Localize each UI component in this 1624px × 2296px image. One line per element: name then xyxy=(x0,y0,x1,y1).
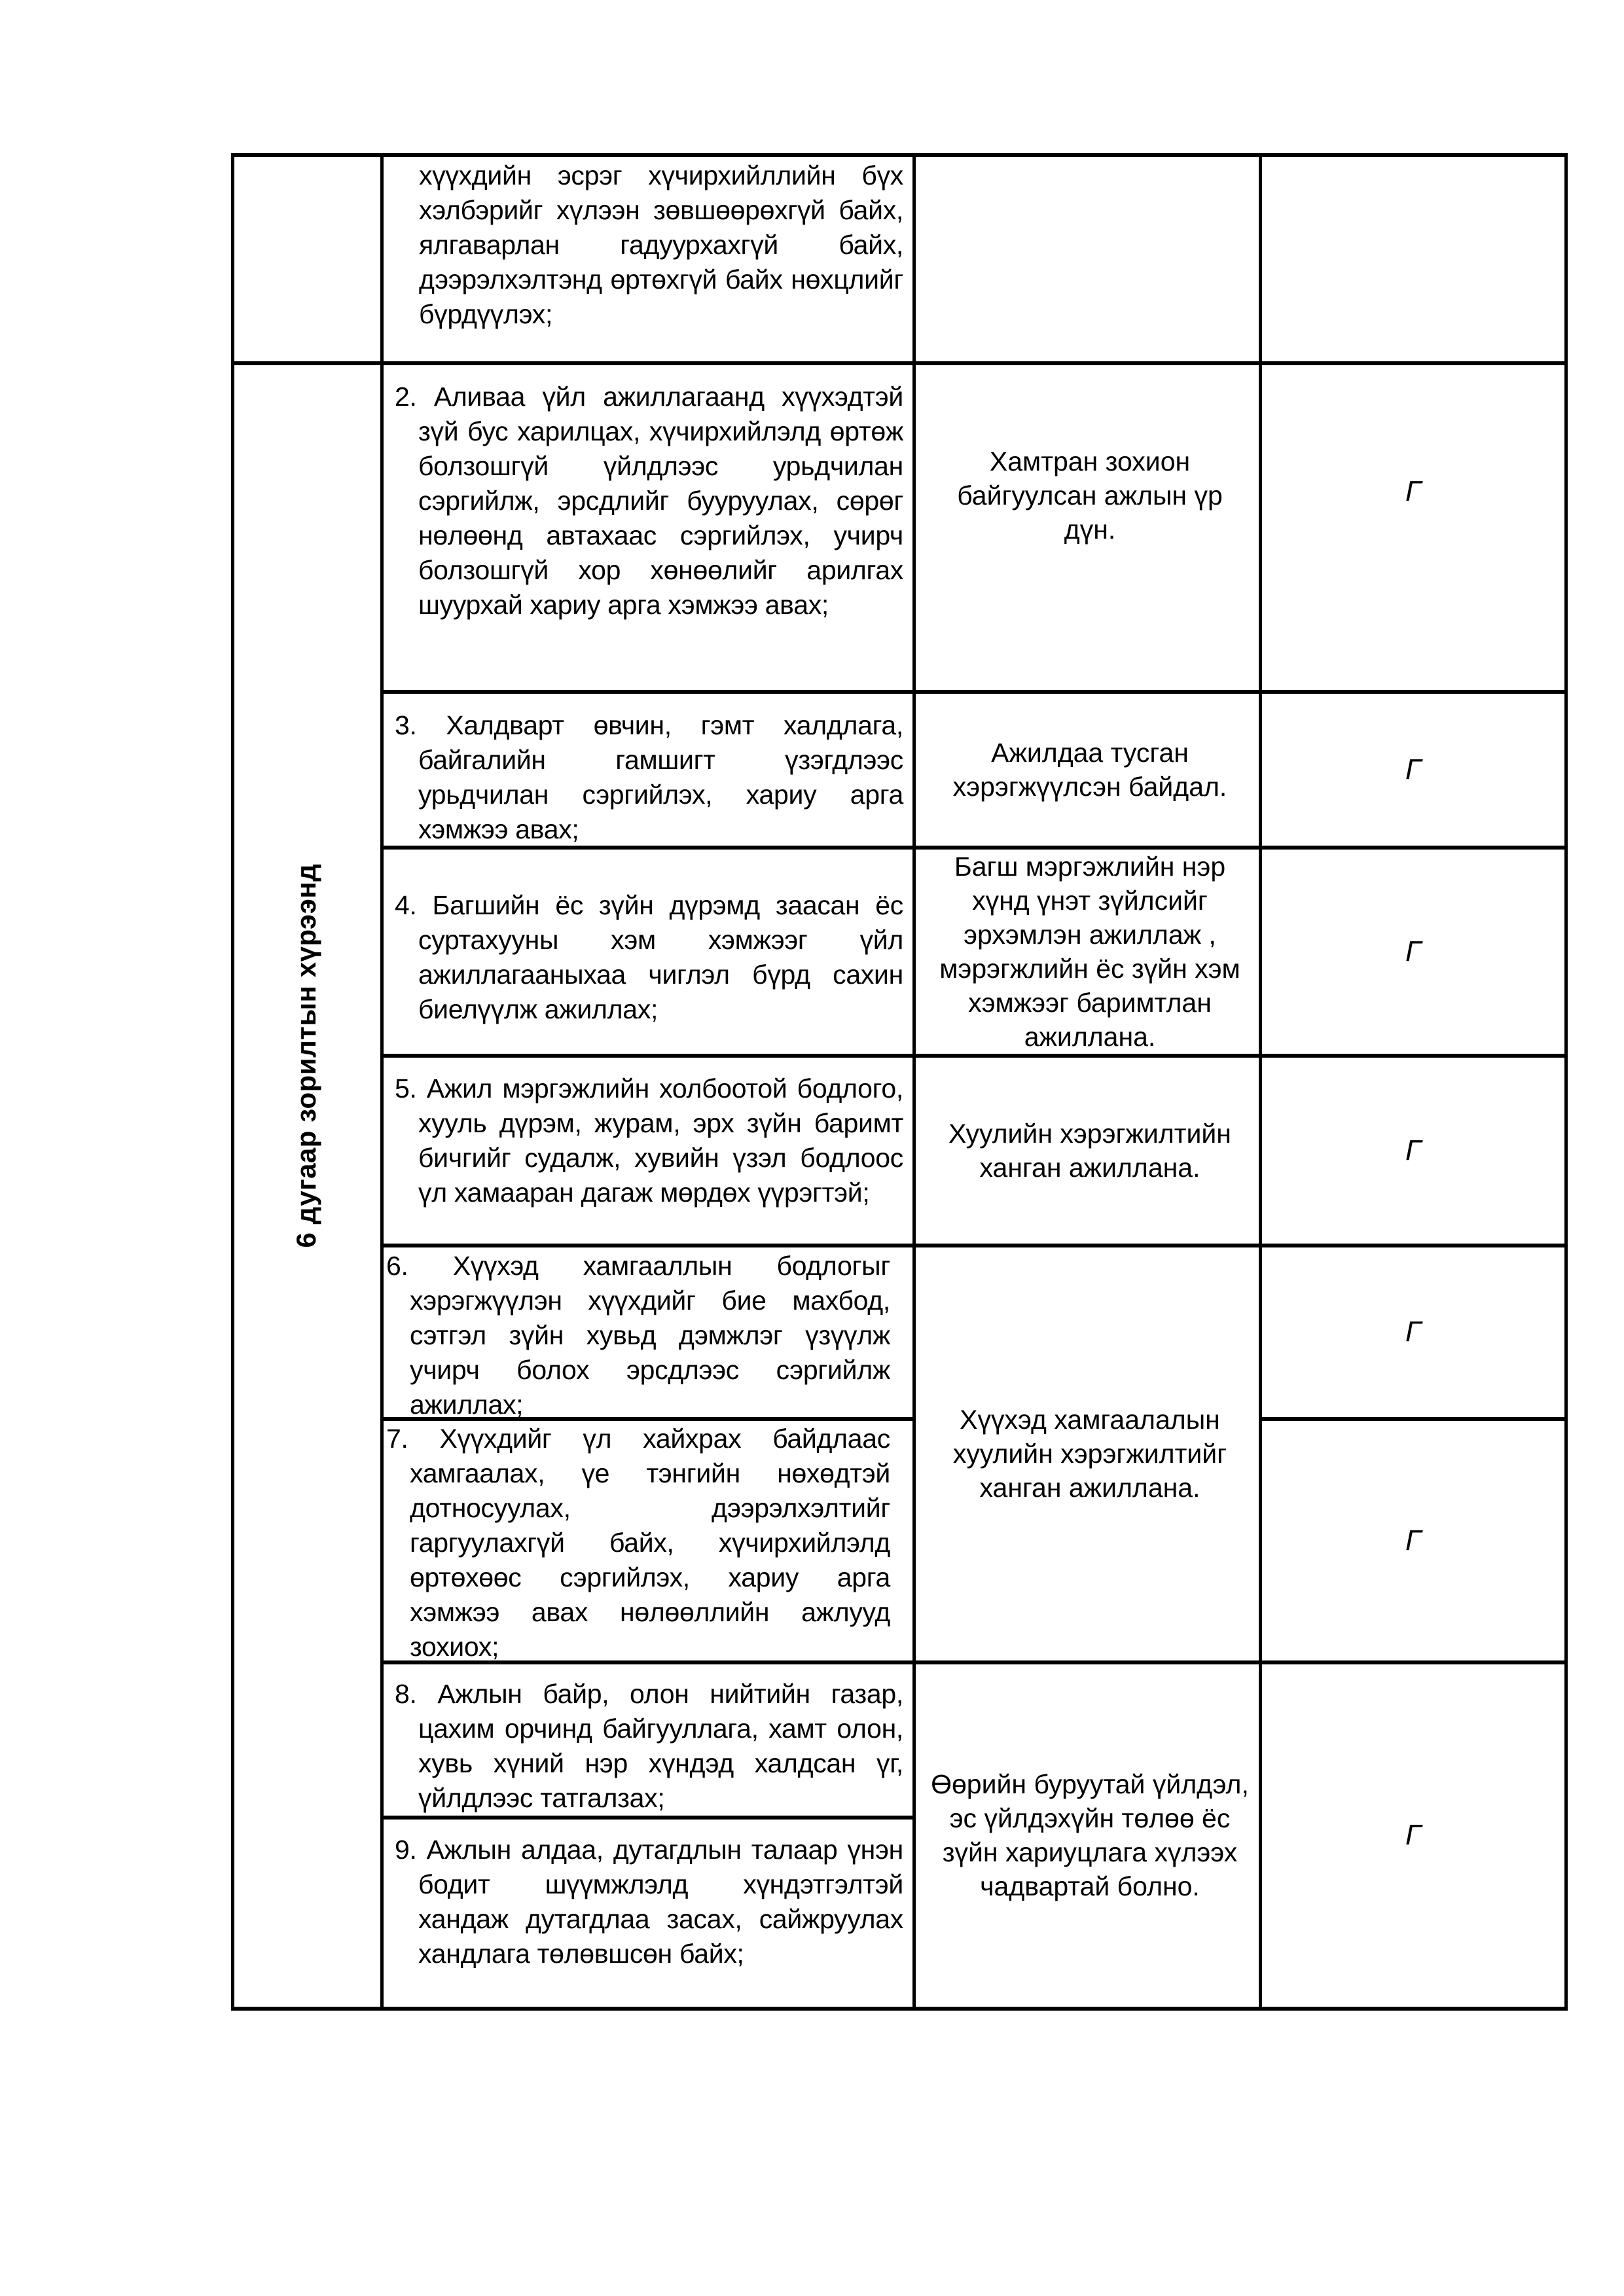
criterion-cell-merged xyxy=(929,1664,1250,2007)
grade-value: Г xyxy=(1405,1316,1421,1348)
criterion-text: Багш мэргэжлийн нэр хүнд үнэт зүйлсийг эрхэмлэн ажиллаж , мэрэгжлийн ёс зүйн хэм хэмжээг баримтлан ажиллана. xyxy=(939,851,1240,1052)
column-divider-1 xyxy=(380,153,384,2011)
table-border-right xyxy=(1564,153,1568,2011)
grade-cell xyxy=(1262,849,1564,1054)
grade-value: Г xyxy=(1405,1524,1421,1556)
requirement-cell xyxy=(395,708,903,847)
criterion-cell xyxy=(923,849,1257,1054)
grade-cell-merged xyxy=(1262,1664,1564,2007)
grade-value: Г xyxy=(1405,753,1421,785)
grade-cell xyxy=(1262,1421,1564,1660)
criterion-cell-merged xyxy=(929,1247,1250,1660)
requirement-cell xyxy=(386,1249,890,1422)
grade-cell xyxy=(1262,365,1564,690)
grade-value: Г xyxy=(1405,935,1421,967)
criterion-cell xyxy=(929,365,1250,626)
requirement-text: 6. Хүүхэд хамгааллын бодлогыг хэрэгжүүлэн хүүхдийг бие махбод, сэтгэл зүйн хувьд дэмжлэг үзүүлж учирч болох эрсдлээс сэргийлж ажиллах; xyxy=(386,1251,890,1420)
requirement-cell xyxy=(386,1422,890,1664)
grade-cell xyxy=(1262,1247,1564,1417)
requirement-cell xyxy=(395,1833,903,1971)
criterion-cell xyxy=(929,694,1250,846)
requirement-text: 7. Хүүхдийг үл хайхрах байдлаас хамгаалах, үе тэнгийн нөхөдтэй дотносуулах, дээрэлхэлтийг гаргуулахгүй байх, хүчирхийлэлд өртөхөөс сэргийлэх, хариу арга хэмжээ авах нөлөөллийн ажлууд зохиох; xyxy=(386,1424,890,1662)
requirement-cell xyxy=(395,380,903,622)
grade-value: Г xyxy=(1405,1819,1421,1851)
requirement-cell xyxy=(395,1677,903,1816)
requirement-text: 2. Аливаа үйл ажиллагаанд хүүхэдтэй зүй бус харилцах, хүчирхийлэлд өртөж болзошгүй үйлдлээс урьдчилан сэргийлж, эрсдлийг бууруулах, сөрөг нөлөөнд автахаас сэргийлэх, учирч болзошгүй хор хөнөөлийг арилгах шуурхай хариу арга хэмжээ авах; xyxy=(395,382,903,620)
grade-value: Г xyxy=(1405,475,1421,507)
column-divider-2 xyxy=(912,153,916,2011)
requirement-text: 8. Ажлын байр, олон нийтийн газар, цахим орчинд байгууллага, хамт олон, хувь хүний нэр хүндэд халдсан үг, үйлдлээс татгалзах; xyxy=(395,1679,903,1813)
requirement-text: 9. Ажлын алдаа, дутагдлын талаар үнэн бодит шүүмжлэлд хүндэтгэлтэй хандаж дутагдлаа засах, сайжруулах хандлага төлөвшсөн байх; xyxy=(395,1835,903,1969)
grade-value: Г xyxy=(1405,1134,1421,1166)
criterion-text: Хуулийн хэрэгжилтийн ханган ажиллана. xyxy=(948,1118,1231,1183)
criterion-cell xyxy=(929,1057,1250,1244)
section-label: 6 дугаар зорилтын хүрээнд xyxy=(291,863,321,1248)
requirement-text: 4. Багшийн ёс зүйн дүрэмд заасан ёс суртахууны хэм хэмжээг үйл ажиллагааныхаа чиглэл бүрд сахин биелүүлж ажиллах; xyxy=(395,890,903,1024)
grade-cell xyxy=(1262,1057,1564,1244)
table-border-bottom xyxy=(231,2007,1568,2011)
section-label-cell xyxy=(234,365,380,2007)
criterion-text: Ажилдаа тусган хэрэгжүүлсэн байдал. xyxy=(952,738,1227,802)
requirement-cell xyxy=(419,157,903,332)
criterion-text: Өөрийн буруутай үйлдэл, эс үйлдэхүйн төлөө ёс зүйн хариуцлага хүлээх чадвартай болно. xyxy=(931,1769,1249,1901)
requirement-text: 5. Ажил мэргэжлийн холбоотой бодлого, хууль дүрэм, журам, эрх зүйн баримт бичгийг судалж, хувийн үзэл бодлоос үл хамааран дагаж мөрдөх үүрэгтэй; xyxy=(395,1073,903,1208)
criterion-text: Хүүхэд хамгаалалын хуулийн хэрэгжилтийг ханган ажиллана. xyxy=(952,1405,1227,1503)
requirement-cell xyxy=(395,1071,903,1210)
grade-cell xyxy=(1262,694,1564,846)
row-divider-8-req xyxy=(380,1816,916,1820)
requirement-text: хүүхдийн эсрэг хүчирхийллийн бүх хэлбэрийг хүлээн зөвшөөрөхгүй байх, ялгаварлан гадуурхахгүй байх, дээрэлхэлтэнд өртөхгүй байх нөхцлийг бүрдүүлэх; xyxy=(419,160,903,329)
criterion-text: Хамтран зохион байгуулсан ажлын үр дүн. xyxy=(957,446,1223,545)
requirement-cell xyxy=(395,888,903,1027)
requirement-text: 3. Халдварт өвчин, гэмт халдлага, байгалийн гамшигт үзэгдлээс урьдчилан сэргийлэх, хариу арга хэмжээ авах; xyxy=(395,710,903,844)
